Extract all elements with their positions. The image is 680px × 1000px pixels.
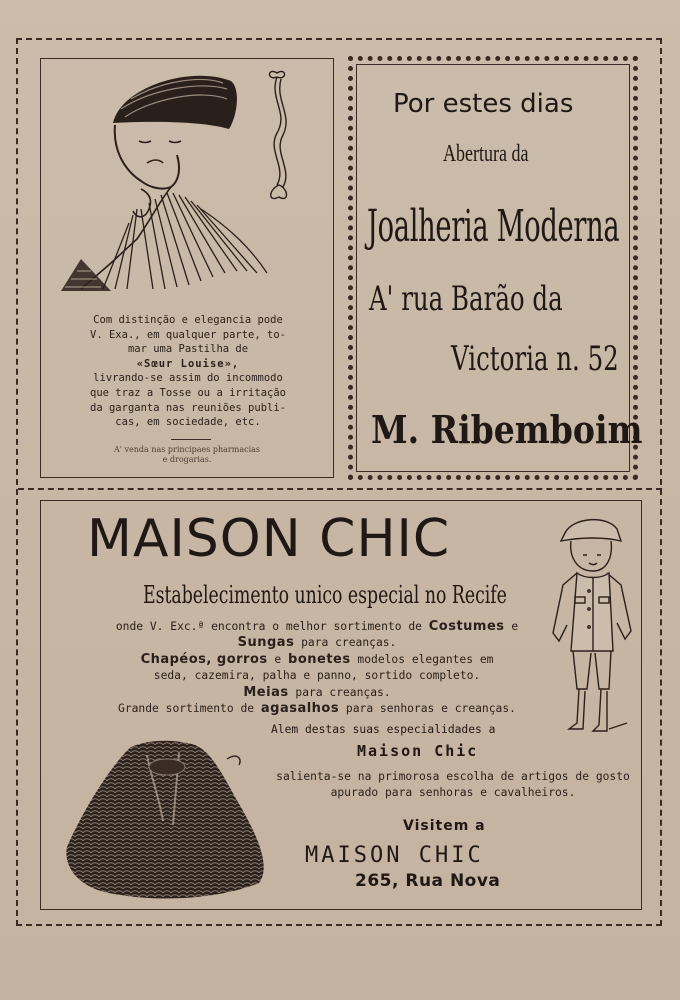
maison-chic-brand: Maison Chic	[357, 742, 479, 760]
middle-divider	[18, 488, 662, 490]
joalheria-line-1: Por estes dias	[393, 89, 574, 119]
maison-chic-brand-footer: MAISON CHIC	[305, 843, 484, 868]
maison-chic-also: Alem destas suas especialidades a	[271, 723, 496, 736]
availability-note: A' venda nas principaes pharmacias e drogarias.	[113, 445, 261, 464]
maison-chic-subtitle: Estabelecimento unico especial no Recife	[143, 581, 507, 609]
product-name: «Sœur Louise»,	[136, 357, 240, 370]
woman-with-hat-illustration	[41, 59, 335, 319]
maison-chic-visit: Visitem a	[403, 818, 486, 834]
joalheria-name: Joalheria Moderna	[367, 201, 620, 252]
ad-joalheria-moderna	[348, 56, 643, 480]
joalheria-street-number: Victoria n. 52	[451, 339, 619, 379]
joalheria-owner: M. Ribemboim	[371, 407, 643, 452]
maison-chic-address: 265, Rua Nova	[355, 871, 501, 891]
ad-maison-chic	[40, 500, 642, 910]
knitted-shawl-illustration	[59, 737, 271, 901]
child-in-coat-illustration	[547, 513, 637, 745]
maison-chic-offerings: onde V. Exc.ª encontra o melhor sortimento de Costumes e Sungas para creanças. Chapéos, gorros e bonetes modelos elegantes em seda, cazemira, palha e panno, sortido completo. Meias para creanças. Grande sortimento de agasalhos para senhoras e creanças.	[115, 619, 519, 717]
joalheria-line-2: Abertura da	[443, 141, 529, 167]
ad-pastilha-soeur-louise	[40, 58, 334, 478]
pastilha-description: Com distinção e elegancia pode V. Exa., em qualquer parte, to- mar uma Pastilha de «Sœur Louise», livrando-se assim do incommodo que traz a Tosse ou a irritação da garganta nas reuniões publi- cas, em sociedade, etc.	[90, 314, 286, 429]
maison-chic-title: MAISON CHIC	[87, 509, 451, 569]
maison-chic-highlight: salienta-se na primorosa escolha de artigos de gosto apurado para senhoras e cavalheiros.	[276, 770, 630, 799]
small-divider	[171, 439, 211, 440]
joalheria-street: A' rua Barão da	[369, 279, 563, 319]
